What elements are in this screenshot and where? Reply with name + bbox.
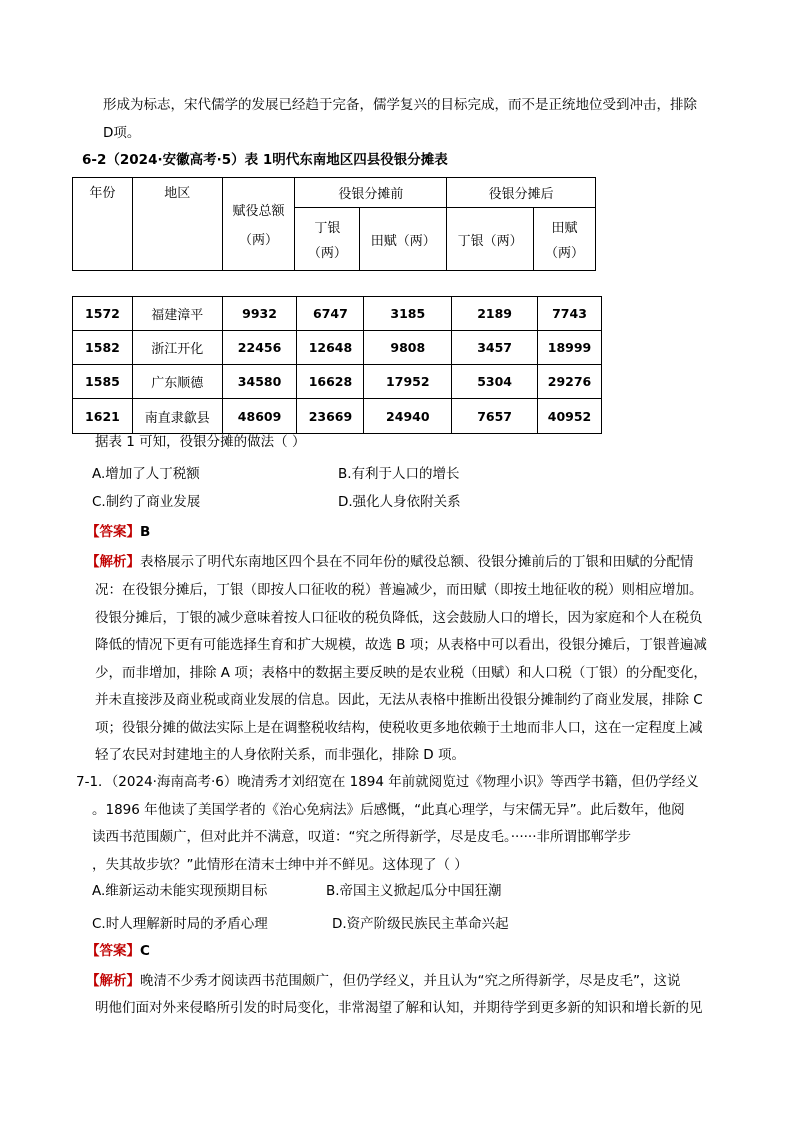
option-c: C.制约了商业发展 [92, 494, 201, 510]
cell-tian-before: 24940 [364, 399, 452, 434]
header-tian-before: 田赋（两） [360, 208, 447, 271]
header-total-unit: （两） [239, 233, 279, 248]
analysis-line: 明他们面对外来侵略所引发的时局变化，非常渴望了解和认知，并期待学到更多新的知识和增长新的见 [95, 1000, 703, 1016]
cell-region: 浙江开化 [132, 331, 222, 365]
cell-total: 9932 [222, 297, 297, 331]
header-total-label: 赋役总额 [232, 204, 285, 219]
cell-total: 34580 [222, 365, 297, 399]
tax-table-data [72, 296, 602, 434]
paragraph-line: 形成为标志，宋代儒学的发展已经趋于完备，儒学复兴的目标完成，而不是正统地位受到冲击，排除 [103, 97, 697, 113]
cell-tian-after: 18999 [538, 331, 602, 365]
cell-region: 福建漳平 [132, 297, 222, 331]
analysis-line: 并未直接涉及商业税或商业发展的信息。因此，无法从表格中推断出役银分摊制约了商业发展，排除 C [95, 692, 703, 708]
question-stem: 据表 1 可知，役银分摊的做法（ ） [95, 434, 306, 450]
option-b: B.有利于人口的增长 [338, 466, 460, 482]
cell-tian-before: 3185 [364, 297, 452, 331]
cell-total: 48609 [222, 399, 297, 434]
analysis-label: 【解析】 [86, 973, 140, 989]
header-ding-before-unit: （两） [307, 246, 347, 261]
header-tian-after-unit: （两） [545, 246, 585, 261]
option-a: A.增加了人丁税额 [92, 466, 200, 482]
cell-year: 1582 [73, 331, 133, 365]
option-a: A.维新运动未能实现预期目标 [92, 883, 268, 899]
cell-region: 广东顺德 [132, 365, 222, 399]
cell-tian-after: 7743 [538, 297, 602, 331]
cell-year: 1621 [73, 399, 133, 434]
option-c: C.时人理解新时局的矛盾心理 [92, 916, 268, 932]
option-d: D.资产阶级民族民主革命兴起 [332, 916, 509, 932]
cell-ding-before: 6747 [297, 297, 364, 331]
cell-tian-after: 29276 [538, 365, 602, 399]
header-tian-after [534, 208, 596, 271]
table-row [73, 297, 602, 331]
analysis-line: 况：在役银分摊后，丁银（即按人口征收的税）普遍减少，而田赋（即按土地征收的税）则相应增加。 [95, 582, 703, 598]
cell-ding-after: 2189 [452, 297, 538, 331]
answer-line [86, 941, 150, 961]
cell-year: 1572 [73, 297, 133, 331]
analysis-line [86, 552, 694, 572]
table-row [73, 331, 602, 365]
analysis-line: 轻了农民对封建地主的人身依附关系，而非强化，排除 D 项。 [95, 747, 465, 763]
header-total [222, 178, 295, 271]
header-ding-after: 丁银（两） [447, 208, 534, 271]
cell-tian-before: 9808 [364, 331, 452, 365]
cell-ding-before: 16628 [297, 365, 364, 399]
cell-ding-before: 12648 [297, 331, 364, 365]
analysis-text: 表格展示了明代东南地区四个县在不同年份的赋役总额、役银分摊前后的丁银和田赋的分配情 [140, 554, 694, 570]
cell-tian-after: 40952 [538, 399, 602, 434]
header-tian-after-label: 田赋 [551, 221, 578, 236]
answer-value: C [140, 943, 150, 959]
tax-table-header [72, 177, 596, 271]
paragraph-line: D项。 [103, 125, 141, 141]
analysis-line: 降低的情况下更有可能选择生育和扩大规模，故选 B 项；从表格中可以看出，役银分摊后，丁银普遍减 [95, 637, 707, 653]
analysis-label: 【解析】 [86, 554, 140, 570]
cell-tian-before: 17952 [364, 365, 452, 399]
analysis-text: 晚清不少秀才阅读西书范围颇广，但仍学经义，并且认为“究之所得新学，尽是皮毛”，这说 [140, 973, 681, 989]
question-text-line: 7-1．（2024·海南高考·6）晚清秀才刘绍宽在 1894 年前就阅览过《物理小识》等西学书籍，但仍学经义 [76, 774, 699, 790]
question-text-line: 。1896 年他读了美国学者的《治心免病法》后感慨，“此真心理学，与宋儒无异”。此后数年，他阅 [92, 802, 685, 818]
answer-line [86, 522, 150, 542]
question-title: 6-2（2024·安徽高考·5）表 1明代东南地区四县役银分摊表 [82, 152, 448, 168]
answer-label: 【答案】 [86, 524, 140, 540]
cell-ding-after: 3457 [452, 331, 538, 365]
analysis-line: 役银分摊后，丁银的减少意味着按人口征收的税负降低，这会鼓励人口的增长，因为家庭和个人在税负 [95, 610, 703, 626]
cell-ding-after: 7657 [452, 399, 538, 434]
cell-total: 22456 [222, 331, 297, 365]
question-text-line: ，失其故步欤？”此情形在清末士绅中并不鲜见。这体现了（ ） [92, 857, 468, 873]
header-before: 役银分摊前 [295, 178, 447, 208]
analysis-line: 少，而非增加，排除 A 项；表格中的数据主要反映的是农业税（田赋）和人口税（丁银）的分配变化， [95, 665, 707, 681]
cell-region: 南直隶歙县 [132, 399, 222, 434]
cell-year: 1585 [73, 365, 133, 399]
answer-label: 【答案】 [86, 943, 140, 959]
header-ding-before-label: 丁银 [314, 221, 341, 236]
option-d: D.强化人身依附关系 [338, 494, 461, 510]
cell-ding-before: 23669 [297, 399, 364, 434]
header-ding-before [295, 208, 360, 271]
header-after: 役银分摊后 [447, 178, 596, 208]
question-text-line: 读西书范围颇广，但对此并不满意，叹道：“究之所得新学，尽是皮毛。······非所谓邯郸学步 [92, 829, 631, 845]
table-row [73, 365, 602, 399]
option-b: B.帝国主义掀起瓜分中国狂潮 [326, 883, 502, 899]
cell-ding-after: 5304 [452, 365, 538, 399]
analysis-line: 项；役银分摊的做法实际上是在调整税收结构，使税收更多地依赖于土地而非人口，这在一定程度上减 [95, 720, 703, 736]
header-year: 年份 [73, 178, 133, 271]
header-region: 地区 [132, 178, 222, 271]
answer-value: B [140, 524, 151, 540]
analysis-line [86, 971, 681, 991]
table-row [73, 399, 602, 434]
